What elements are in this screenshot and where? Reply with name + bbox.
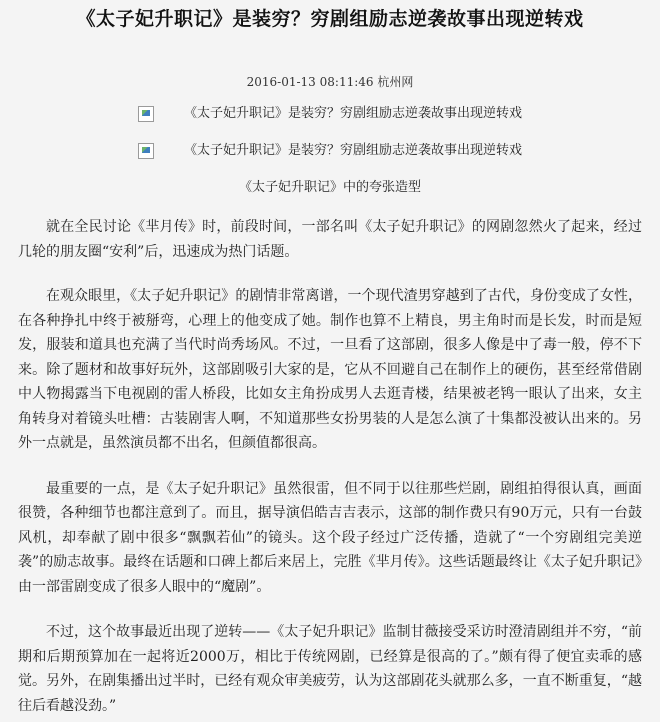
- article-paragraph-4: 不过，这个故事最近出现了逆转——《太子妃升职记》监制甘薇接受采访时澄清剧组并不穷，“前期和后期预算加在一起将近2000万，相比于传统网剧，已经算是很高的了。”颇有得了便宜卖乖的感觉。另外，在剧集播出过半时，已经有观众审美疲劳，认为这部剧花头就那么多，一直不断重复，“越往后看越没劲。”: [18, 624, 642, 714]
- article-title: 《太子妃升职记》是装穷？穷剧组励志逆袭故事出现逆转戏: [76, 8, 584, 30]
- image-caption: 《太子妃升职记》中的夸张造型: [238, 180, 421, 195]
- article-source: 杭州网: [377, 75, 414, 89]
- article-image-1: [0, 104, 660, 124]
- article-image-2: [0, 141, 660, 161]
- broken-image-icon: [138, 106, 154, 122]
- publish-datetime: 2016-01-13 08:11:46: [246, 75, 374, 89]
- broken-image-icon: [138, 143, 154, 159]
- image-alt-text-1: 《太子妃升职记》是装穷？穷剧组励志逆袭故事出现逆转戏: [183, 106, 522, 121]
- article-paragraph-1: 就在全民讨论《芈月传》时，前段时间，一部名叫《太子妃升职记》的网剧忽然火了起来，经过几轮的朋友圈“安利”后，迅速成为热门话题。: [18, 219, 642, 260]
- article-meta: [0, 74, 660, 90]
- article-paragraph-3: 最重要的一点，是《太子妃升职记》虽然很雷，但不同于以往那些烂剧，剧组拍得很认真，画面很赞，各种细节也都注意到了。而且，据导演侣皓吉吉表示，这部的制作费只有90万元，只有一台鼓风机，却奉献了剧中很多“飘飘若仙”的镜头。这个段子经过广泛传播，造就了“一个穷剧组完美逆袭”的励志故事。最终在话题和口碑上都后来居上，完胜《芈月传》。这些话题最终让《太子妃升职记》由一部雷剧变成了很多人眼中的“魔剧”。: [18, 480, 642, 595]
- article-paragraph-2: 在观众眼里，《太子妃升职记》的剧情非常离谱，一个现代渣男穿越到了古代，身份变成了女性，在各种挣扎中终于被掰弯，心理上的他变成了她。制作也算不上精良，男主角时而是长发，时而是短发，服装和道具也充满了当代时尚秀场风。不过，一旦看了这部剧，很多人像是中了毒一般，停不下来。除了题材和故事好玩外，这部剧吸引大家的是，它从不回避自己在制作上的硬伤，甚至经常借剧中人物揭露当下电视剧的雷人桥段，比如女主角扮成男人去逛青楼，结果被老鸨一眼认了出来，女主角转身对着镜头吐槽：古装剧害人啊，不知道那些女扮男装的人是怎么演了十集都没被认出来的。另外一点就是，虽然演员都不出名，但颜值都很高。: [18, 288, 642, 451]
- image-alt-text-2: 《太子妃升职记》是装穷？穷剧组励志逆袭故事出现逆转戏: [183, 143, 522, 158]
